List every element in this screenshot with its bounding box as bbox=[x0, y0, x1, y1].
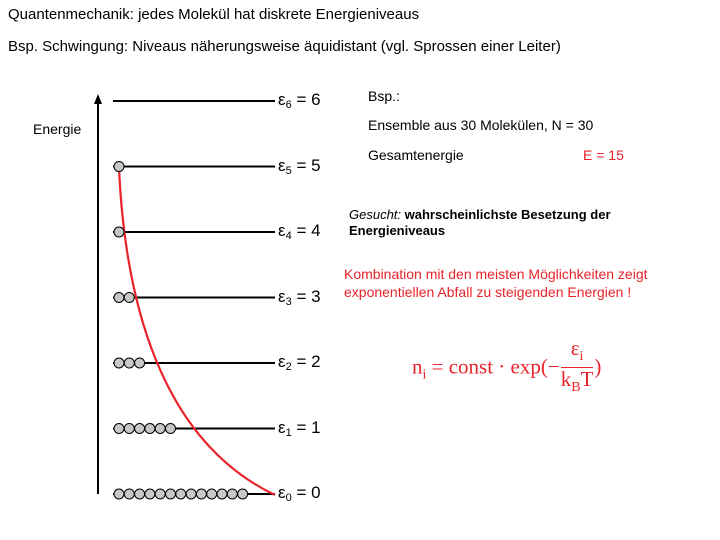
level-index: 6 bbox=[285, 99, 292, 111]
example-heading: Bsp.: bbox=[368, 88, 400, 104]
formula-rhs-suffix: ) bbox=[594, 354, 602, 379]
level-value: = 5 bbox=[291, 155, 321, 175]
formula-numerator-symbol: ε bbox=[570, 336, 580, 360]
level-symbol: ε bbox=[278, 417, 286, 437]
molecule-icon bbox=[155, 489, 165, 499]
molecule-icon bbox=[114, 489, 124, 499]
level-label-0 bbox=[278, 483, 321, 504]
molecule-icon bbox=[135, 489, 145, 499]
ensemble-text: Ensemble aus 30 Molekülen, N = 30 bbox=[368, 117, 594, 133]
formula-denominator-suffix: T bbox=[580, 367, 594, 392]
level-value: = 2 bbox=[291, 352, 321, 371]
level-value: = 4 bbox=[291, 221, 321, 240]
level-label-2 bbox=[278, 352, 321, 373]
molecule-icon bbox=[124, 358, 134, 368]
molecule-icon bbox=[155, 424, 165, 434]
molecule-icon bbox=[145, 489, 155, 499]
level-symbol: ε bbox=[278, 155, 286, 175]
conclusion-text bbox=[344, 265, 648, 301]
molecules bbox=[114, 162, 248, 500]
formula-lhs: n bbox=[412, 354, 423, 379]
question-line1: wahrscheinlichste Besetzung der bbox=[401, 207, 611, 222]
molecule-icon bbox=[166, 424, 176, 434]
molecule-icon bbox=[227, 489, 237, 499]
question-text bbox=[349, 207, 611, 239]
level-label-6 bbox=[278, 90, 321, 111]
molecule-icon bbox=[135, 358, 145, 368]
level-label-3 bbox=[278, 287, 321, 308]
level-symbol: ε bbox=[278, 352, 286, 371]
level-symbol: ε bbox=[278, 90, 286, 109]
molecule-icon bbox=[217, 489, 227, 499]
page-title: Quantenmechanik: jedes Molekül hat diskrete Energieniveaus bbox=[8, 6, 420, 23]
level-index: 0 bbox=[285, 492, 292, 504]
level-index: 3 bbox=[285, 295, 292, 308]
level-index: 4 bbox=[285, 230, 292, 242]
level-symbol: ε bbox=[278, 221, 286, 240]
page-subtitle: Bsp. Schwingung: Niveaus näherungsweise äquidistant (vgl. Sprossen einer Leiter) bbox=[8, 38, 561, 55]
molecule-icon bbox=[207, 489, 217, 499]
conclusion-line1: Kombination mit den meisten Möglichkeiten zeigt bbox=[344, 266, 648, 282]
conclusion-line2: exponentiellen Abfall zu steigenden Energien ! bbox=[344, 284, 632, 300]
molecule-icon bbox=[114, 424, 124, 434]
level-label-5 bbox=[278, 156, 321, 177]
formula-numerator bbox=[561, 338, 594, 368]
level-symbol: ε bbox=[278, 483, 286, 502]
boltzmann-formula bbox=[412, 338, 601, 399]
formula-denominator bbox=[561, 368, 594, 399]
formula-numerator-sub: i bbox=[579, 349, 584, 365]
level-value: = 0 bbox=[291, 483, 321, 502]
level-index: 5 bbox=[285, 164, 292, 177]
molecule-icon bbox=[166, 489, 176, 499]
molecule-icon bbox=[186, 489, 196, 499]
level-label-4 bbox=[278, 221, 321, 242]
molecule-icon bbox=[114, 358, 124, 368]
level-value: = 3 bbox=[291, 286, 321, 306]
molecule-icon bbox=[124, 424, 134, 434]
molecule-icon bbox=[196, 489, 206, 499]
energy-levels bbox=[113, 101, 275, 494]
exponential-decay-curve bbox=[119, 168, 275, 495]
level-index: 1 bbox=[285, 426, 292, 439]
molecule-icon bbox=[114, 227, 124, 237]
molecule-icon bbox=[135, 424, 145, 434]
molecule-icon bbox=[114, 293, 124, 303]
formula-fraction bbox=[561, 338, 594, 399]
level-index: 2 bbox=[285, 361, 292, 373]
question-prefix: Gesucht: bbox=[349, 207, 402, 222]
molecule-icon bbox=[145, 424, 155, 434]
formula-denominator-sub: B bbox=[571, 380, 581, 396]
total-energy-value: E = 15 bbox=[583, 147, 624, 163]
formula-rhs-prefix: = const · exp(− bbox=[426, 354, 560, 379]
molecule-icon bbox=[176, 489, 186, 499]
level-value: = 6 bbox=[291, 90, 321, 109]
formula-lhs-sub: i bbox=[422, 367, 427, 383]
energy-axis-label: Energie bbox=[33, 121, 82, 137]
question-line2: Energieniveaus bbox=[349, 223, 446, 238]
molecule-icon bbox=[124, 293, 134, 303]
level-label-1 bbox=[278, 418, 321, 439]
level-value: = 1 bbox=[291, 417, 321, 437]
molecule-icon bbox=[114, 162, 124, 172]
level-symbol: ε bbox=[278, 286, 286, 306]
arrow-head-icon bbox=[94, 94, 102, 104]
molecule-icon bbox=[238, 489, 248, 499]
formula-denominator-symbol: k bbox=[560, 367, 572, 392]
molecule-icon bbox=[124, 489, 134, 499]
total-energy-label: Gesamtenergie bbox=[368, 147, 464, 163]
